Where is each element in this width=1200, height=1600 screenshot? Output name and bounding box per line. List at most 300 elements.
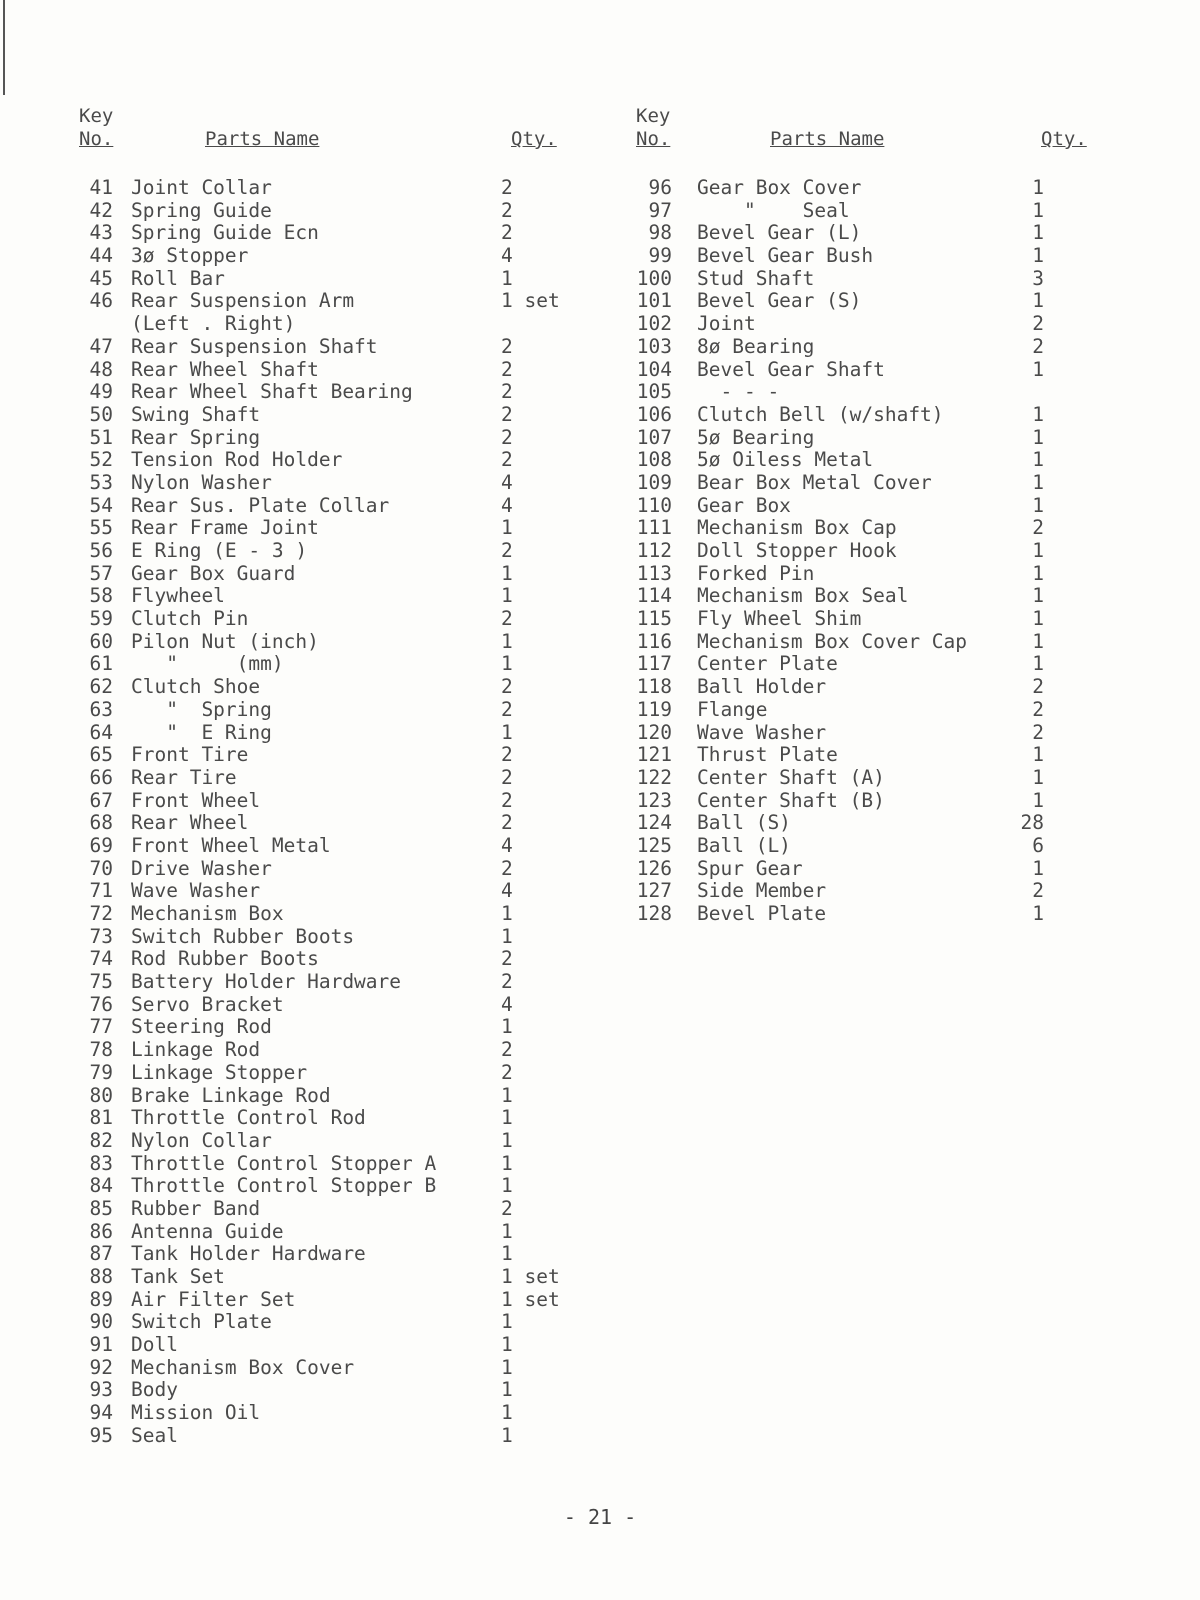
part-key-no: 113	[636, 561, 672, 585]
part-qty: 1	[1032, 425, 1044, 449]
part-qty: 2	[1032, 720, 1044, 744]
part-row	[636, 449, 1136, 472]
part-key-no: 67	[89, 788, 113, 812]
part-row	[79, 245, 599, 268]
part-key-no: 41	[89, 176, 113, 199]
part-row	[636, 608, 1136, 631]
part-name: Side Member	[697, 879, 827, 903]
part-name: Rear Spring	[131, 425, 261, 449]
part-key-no: 46	[89, 289, 113, 313]
page-edge-mark	[3, 0, 5, 95]
parts-column-right	[636, 105, 1136, 926]
part-row	[79, 1379, 599, 1402]
part-name: Mechanism Box Cap	[697, 516, 897, 540]
column-header	[79, 105, 599, 167]
part-key-no: 122	[636, 765, 672, 789]
part-row	[79, 1107, 599, 1130]
part-qty: 1	[1032, 788, 1044, 812]
part-qty: 4	[501, 992, 513, 1016]
part-qty: 6	[1032, 833, 1044, 857]
part-qty: 28	[1020, 811, 1044, 835]
part-key-no: 97	[648, 198, 672, 222]
part-qty: 2	[1032, 879, 1044, 903]
part-row	[636, 517, 1136, 540]
part-key-no: 110	[636, 493, 672, 517]
part-key-no: 50	[89, 402, 113, 426]
part-qty: 2	[501, 697, 513, 721]
part-key-no: 106	[636, 402, 672, 426]
part-qty: 1	[501, 902, 513, 925]
part-name: Seal	[131, 1423, 178, 1447]
part-qty: 2	[501, 1060, 513, 1084]
part-key-no: 71	[89, 879, 113, 903]
part-key-no: 109	[636, 470, 672, 494]
part-name: Front Tire	[131, 743, 249, 767]
part-row	[636, 563, 1136, 586]
part-row	[79, 858, 599, 881]
part-row	[636, 381, 1136, 404]
key-no-header	[79, 105, 113, 151]
part-qty: 1	[1032, 470, 1044, 494]
part-qty: 4	[501, 493, 513, 517]
part-name: 3ø Stopper	[131, 244, 249, 268]
part-name: Servo Bracket	[131, 992, 284, 1016]
part-row	[79, 1425, 599, 1448]
part-row	[79, 812, 599, 835]
part-key-no: 116	[636, 629, 672, 653]
part-qty: 1	[1032, 652, 1044, 676]
part-row	[79, 1357, 599, 1380]
part-name: Ball (L)	[697, 833, 791, 857]
part-name: Wave Washer	[697, 720, 827, 744]
part-row	[636, 835, 1136, 858]
part-row	[79, 903, 599, 926]
part-qty: 1	[501, 1333, 513, 1357]
part-name: Rear Wheel Shaft	[131, 357, 319, 381]
part-name: Clutch Shoe	[131, 675, 261, 699]
part-key-no: 126	[636, 856, 672, 880]
part-name: Tension Rod Holder	[131, 448, 343, 472]
part-key-no: 105	[636, 380, 672, 404]
part-name: Pilon Nut (inch)	[131, 629, 319, 653]
part-row	[79, 585, 599, 608]
part-row	[636, 699, 1136, 722]
part-qty: 2	[501, 607, 513, 631]
part-qty: 1	[501, 1106, 513, 1130]
part-qty: 2	[501, 198, 513, 222]
part-qty: 1	[501, 561, 513, 585]
part-row	[79, 699, 599, 722]
part-name: " E Ring	[131, 720, 272, 744]
part-row	[79, 336, 599, 359]
part-key-no: 64	[89, 720, 113, 744]
part-key-no: 76	[89, 992, 113, 1016]
part-row	[79, 1085, 599, 1108]
part-key-no: 88	[89, 1265, 113, 1288]
part-key-no: 90	[89, 1310, 113, 1334]
part-qty: 1	[501, 1401, 513, 1425]
part-name: Nylon Collar	[131, 1128, 272, 1152]
part-row	[636, 812, 1136, 835]
part-qty: 1	[501, 924, 513, 948]
part-qty: 1	[501, 720, 513, 744]
part-key-no: 42	[89, 198, 113, 222]
part-row	[636, 200, 1136, 223]
part-name: Brake Linkage Rod	[131, 1083, 331, 1107]
part-key-no: 112	[636, 539, 672, 562]
part-name: Ball Holder	[697, 675, 827, 699]
part-qty: 2	[501, 176, 513, 199]
part-key-no: 94	[89, 1401, 113, 1425]
part-row	[79, 1311, 599, 1334]
part-qty: 4	[501, 244, 513, 268]
part-row	[636, 903, 1136, 926]
part-key-no: 44	[89, 244, 113, 268]
part-row	[79, 404, 599, 427]
part-key-no: 75	[89, 970, 113, 994]
part-key-no: 98	[648, 221, 672, 245]
part-key-no: 60	[89, 629, 113, 653]
part-key-no: 62	[89, 675, 113, 699]
part-row	[79, 835, 599, 858]
part-qty: 2	[501, 856, 513, 880]
part-key-no: 56	[89, 539, 113, 562]
part-key-no: 115	[636, 607, 672, 631]
part-key-no: 51	[89, 425, 113, 449]
part-key-no: 66	[89, 765, 113, 789]
part-qty: 1	[1032, 493, 1044, 517]
part-key-no: 99	[648, 244, 672, 268]
part-name: Joint	[697, 312, 756, 336]
part-row	[636, 359, 1136, 382]
part-name: Swing Shaft	[131, 402, 261, 426]
part-qty: 2	[501, 675, 513, 699]
part-key-no: 68	[89, 811, 113, 835]
part-name: 5ø Bearing	[697, 425, 815, 449]
parts-column-left	[79, 105, 599, 1448]
part-row	[79, 1130, 599, 1153]
part-name: Mechanism Box Seal	[697, 584, 909, 608]
part-name: Rear Suspension Arm	[131, 289, 355, 313]
part-name: Thrust Plate	[697, 743, 838, 767]
part-qty: 4	[501, 470, 513, 494]
part-key-no: 100	[636, 266, 672, 290]
part-qty: 2	[501, 1038, 513, 1062]
part-name: Throttle Control Stopper A	[131, 1151, 437, 1175]
part-qty: 1	[501, 1083, 513, 1107]
part-key-no: 108	[636, 448, 672, 472]
part-qty: 2	[501, 539, 513, 562]
part-name: Flywheel	[131, 584, 225, 608]
part-name: Rear Sus. Plate Collar	[131, 493, 390, 517]
part-qty: 1	[1032, 856, 1044, 880]
part-qty: 2	[501, 448, 513, 472]
part-row	[636, 290, 1136, 313]
part-qty: 2	[1032, 312, 1044, 336]
part-name: Rear Frame Joint	[131, 516, 319, 540]
part-key-no: 89	[89, 1287, 113, 1311]
part-row	[636, 722, 1136, 745]
part-qty: 2	[501, 947, 513, 971]
part-row	[79, 359, 599, 382]
part-name: Air Filter Set	[131, 1287, 296, 1311]
part-row	[79, 427, 599, 450]
part-name: Switch Plate	[131, 1310, 272, 1334]
part-qty: 2	[1032, 697, 1044, 721]
part-name: Mission Oil	[131, 1401, 261, 1425]
part-row	[636, 495, 1136, 518]
part-row	[636, 427, 1136, 450]
qty-header: Qty.	[1041, 128, 1087, 150]
part-row	[79, 1016, 599, 1039]
part-qty: 1	[501, 652, 513, 676]
key-label: Key	[79, 105, 114, 127]
part-key-no: 117	[636, 652, 672, 676]
part-row	[79, 1243, 599, 1266]
part-key-no: 91	[89, 1333, 113, 1357]
part-name: Spring Guide	[131, 198, 272, 222]
part-row	[79, 1062, 599, 1085]
parts-list-left	[79, 177, 599, 1448]
part-qty: 2	[501, 425, 513, 449]
part-key-no: 79	[89, 1060, 113, 1084]
part-qty: 1	[501, 1378, 513, 1402]
part-name: " Seal	[697, 198, 850, 222]
part-row	[79, 1198, 599, 1221]
part-qty: 1	[501, 1310, 513, 1334]
part-row	[79, 880, 599, 903]
part-name: Tank Set	[131, 1265, 225, 1288]
parts-name-header: Parts Name	[205, 128, 320, 150]
part-row	[79, 449, 599, 472]
part-qty: 1	[1032, 289, 1044, 313]
part-name: Gear Box	[697, 493, 791, 517]
part-key-no: 125	[636, 833, 672, 857]
part-row	[636, 268, 1136, 291]
part-key-no: 120	[636, 720, 672, 744]
part-key-no: 52	[89, 448, 113, 472]
part-key-no: 107	[636, 425, 672, 449]
part-name: 8ø Bearing	[697, 334, 815, 358]
part-qty: 1	[1032, 902, 1044, 925]
part-name: Bevel Gear (S)	[697, 289, 862, 313]
part-name: Rear Suspension Shaft	[131, 334, 378, 358]
part-row	[79, 290, 599, 313]
part-row	[636, 631, 1136, 654]
part-row	[79, 1039, 599, 1062]
part-qty: 1	[1032, 198, 1044, 222]
part-qty: 2	[501, 221, 513, 245]
part-row	[79, 313, 599, 336]
part-qty: 1	[501, 1015, 513, 1039]
part-row	[79, 1334, 599, 1357]
part-row	[79, 722, 599, 745]
part-row	[79, 744, 599, 767]
part-row	[79, 971, 599, 994]
part-name: Wave Washer	[131, 879, 261, 903]
part-name: Body	[131, 1378, 178, 1402]
part-key-no: 78	[89, 1038, 113, 1062]
part-row	[79, 540, 599, 563]
part-key-no: 45	[89, 266, 113, 290]
part-key-no: 70	[89, 856, 113, 880]
part-name: Bevel Plate	[697, 902, 827, 925]
part-key-no: 86	[89, 1219, 113, 1243]
part-name: Front Wheel Metal	[131, 833, 331, 857]
part-qty: 1	[1032, 629, 1044, 653]
part-name: Rod Rubber Boots	[131, 947, 319, 971]
part-name: Linkage Stopper	[131, 1060, 308, 1084]
part-row	[636, 858, 1136, 881]
part-name: Antenna Guide	[131, 1219, 284, 1243]
part-key-no: 61	[89, 652, 113, 676]
part-qty: 2	[501, 743, 513, 767]
part-row	[79, 1289, 599, 1312]
part-qty: 1	[1032, 561, 1044, 585]
part-key-no: 81	[89, 1106, 113, 1130]
part-qty: 1	[1032, 607, 1044, 631]
part-row	[79, 1175, 599, 1198]
part-qty: 1	[501, 1219, 513, 1243]
part-name: Gear Box Guard	[131, 561, 296, 585]
part-row	[79, 472, 599, 495]
part-name: Mechanism Box Cover Cap	[697, 629, 968, 653]
part-name: Joint Collar	[131, 176, 272, 199]
part-qty: 2	[501, 788, 513, 812]
part-row	[79, 563, 599, 586]
part-key-no: 72	[89, 902, 113, 925]
part-key-no: 69	[89, 833, 113, 857]
part-qty: 1	[1032, 176, 1044, 199]
part-row	[79, 517, 599, 540]
part-name: Gear Box Cover	[697, 176, 862, 199]
part-name: Bevel Gear Shaft	[697, 357, 885, 381]
part-qty: 1	[1032, 221, 1044, 245]
part-name: - - -	[697, 380, 780, 404]
part-row	[79, 1221, 599, 1244]
part-key-no: 87	[89, 1242, 113, 1266]
part-qty: 2	[501, 1196, 513, 1220]
part-name: Throttle Control Rod	[131, 1106, 366, 1130]
part-qty: 2	[501, 811, 513, 835]
part-qty: 2	[501, 357, 513, 381]
part-row	[79, 200, 599, 223]
part-key-no: 95	[89, 1423, 113, 1447]
part-qty: 1	[501, 1128, 513, 1152]
part-key-no: 119	[636, 697, 672, 721]
part-name: Spur Gear	[697, 856, 803, 880]
part-name: Throttle Control Stopper B	[131, 1174, 437, 1198]
part-name: Forked Pin	[697, 561, 815, 585]
part-qty: 3	[1032, 266, 1044, 290]
part-qty: 2	[501, 402, 513, 426]
part-row	[79, 1402, 599, 1425]
part-name: Switch Rubber Boots	[131, 924, 355, 948]
part-row	[636, 472, 1136, 495]
part-key-no: 102	[636, 312, 672, 336]
part-row	[636, 404, 1136, 427]
part-row	[79, 790, 599, 813]
part-qty: 1	[501, 1242, 513, 1266]
part-key-no: 101	[636, 289, 672, 313]
part-key-no: 48	[89, 357, 113, 381]
part-qty: 1	[501, 266, 513, 290]
part-name: Nylon Washer	[131, 470, 272, 494]
part-key-no: 127	[636, 879, 672, 903]
part-row	[636, 880, 1136, 903]
part-name: Center Shaft (A)	[697, 765, 885, 789]
part-name: Center Shaft (B)	[697, 788, 885, 812]
part-row	[636, 676, 1136, 699]
part-name: Doll	[131, 1333, 178, 1357]
part-qty: 1	[1032, 402, 1044, 426]
part-row	[636, 585, 1136, 608]
part-name: Fly Wheel Shim	[697, 607, 862, 631]
part-name: Stud Shaft	[697, 266, 815, 290]
part-row	[636, 177, 1136, 200]
part-key-no: 123	[636, 788, 672, 812]
part-qty: 1	[501, 629, 513, 653]
part-row	[79, 676, 599, 699]
part-name: Steering Rod	[131, 1015, 272, 1039]
part-key-no: 96	[648, 176, 672, 199]
part-key-no: 57	[89, 561, 113, 585]
part-key-no: 124	[636, 811, 672, 835]
part-qty: 2	[1032, 516, 1044, 540]
part-name: Mechanism Box	[131, 902, 284, 925]
part-qty: 1	[501, 584, 513, 608]
part-row	[79, 653, 599, 676]
part-key-no: 93	[89, 1378, 113, 1402]
part-name: Bear Box Metal Cover	[697, 470, 932, 494]
parts-list-right	[636, 177, 1136, 926]
part-key-no: 92	[89, 1355, 113, 1379]
part-qty: 2	[1032, 334, 1044, 358]
part-key-no: 65	[89, 743, 113, 767]
part-qty: 1	[1032, 765, 1044, 789]
part-name: Mechanism Box Cover	[131, 1355, 355, 1379]
part-name: Spring Guide Ecn	[131, 221, 319, 245]
part-name: Linkage Rod	[131, 1038, 261, 1062]
part-name: Bevel Gear Bush	[697, 244, 874, 268]
part-key-no: 47	[89, 334, 113, 358]
part-key-no: 77	[89, 1015, 113, 1039]
part-qty: 1	[501, 1355, 513, 1379]
part-key-no: 83	[89, 1151, 113, 1175]
part-key-no: 114	[636, 584, 672, 608]
part-name: Flange	[697, 697, 768, 721]
part-key-no: 85	[89, 1196, 113, 1220]
part-row	[636, 222, 1136, 245]
page-number: - 21 -	[563, 1505, 637, 1529]
part-name: Roll Bar	[131, 266, 225, 290]
part-row	[636, 744, 1136, 767]
parts-name-header: Parts Name	[770, 128, 885, 150]
part-qty: 1	[1032, 584, 1044, 608]
part-row	[636, 540, 1136, 563]
part-name: Tank Holder Hardware	[131, 1242, 366, 1266]
part-row	[79, 767, 599, 790]
part-key-no: 121	[636, 743, 672, 767]
part-name: Ball (S)	[697, 811, 791, 835]
part-qty: 2	[501, 334, 513, 358]
part-name: " Spring	[131, 697, 272, 721]
no-label: No.	[79, 128, 114, 150]
part-qty: 1 set	[501, 289, 560, 313]
part-name: Rubber Band	[131, 1196, 261, 1220]
part-name: Bevel Gear (L)	[697, 221, 862, 245]
part-row	[79, 381, 599, 404]
